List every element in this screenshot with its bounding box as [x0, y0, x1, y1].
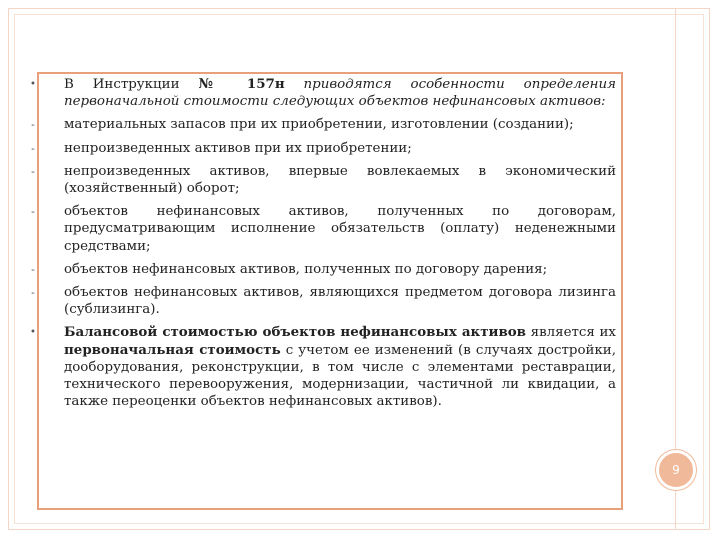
list-item-text: материальных запасов при их приобретении, изготовлении (создании);: [64, 117, 574, 133]
list-item-text: непроизведенных активов при их приобретении;: [64, 140, 412, 156]
list-item-text: непроизведенных активов, впервые вовлекаемых в экономический (хозяйственный) оборот;: [64, 163, 616, 197]
final-end: с учетом ее изменений (в случаях достройки, дооборудования, реконструкции, в том числе с элементами реставрации, технического перевооружения, модернизации, частичной ли квидации, а также переоценки объектов нефинансовых активов).: [64, 342, 616, 410]
slide-content: [28, 76, 616, 416]
list-item: - объектов нефинансовых активов, полученных по договору дарения;: [31, 261, 548, 277]
list-item: - непроизведенных активов при их приобретении;: [31, 140, 412, 156]
final-bullet: [28, 324, 616, 410]
intro-prefix: В Инструкции: [64, 77, 180, 92]
list-item-text: объектов нефинансовых активов, полученных по договору дарения;: [64, 261, 548, 277]
final-bold-start: Балансовой стоимостью объектов нефинансовых активов: [64, 324, 526, 341]
list-item-text: объектов нефинансовых активов, являющихся предметом договора лизинга (сублизинга).: [64, 285, 616, 318]
bullet-dot: •: [30, 79, 36, 90]
intro-doc: № 157н: [198, 76, 285, 92]
list-item: - объектов нефинансовых активов, полученных по договорам, предусматривающим исполнение обязательств (оплату) неденежными средствами;: [31, 204, 616, 254]
list-item-text: объектов нефинансовых активов, полученных по договорам, предусматривающим исполнение обязательств (оплату) неденежными средствами;: [64, 204, 616, 254]
list-item: - объектов нефинансовых активов, являющихся предметом договора лизинга (сублизинга).: [31, 285, 616, 318]
intro-bullet: [28, 76, 616, 110]
list-item: - материальных запасов при их приобретении, изготовлении (создании);: [31, 117, 574, 133]
final-middle: является их: [530, 325, 616, 341]
bullet-dot: •: [30, 327, 36, 339]
list-item: - непроизведенных активов, впервые вовлекаемых в экономический (хозяйственный) оборот;: [31, 163, 616, 197]
intro-rest: приводятся особенности определения первоначальной стоимости следующих объектов нефинансовых активов:: [64, 77, 616, 110]
page-number-badge: 9: [656, 450, 696, 490]
final-bold-mid: первоначальная стоимость: [64, 341, 281, 358]
